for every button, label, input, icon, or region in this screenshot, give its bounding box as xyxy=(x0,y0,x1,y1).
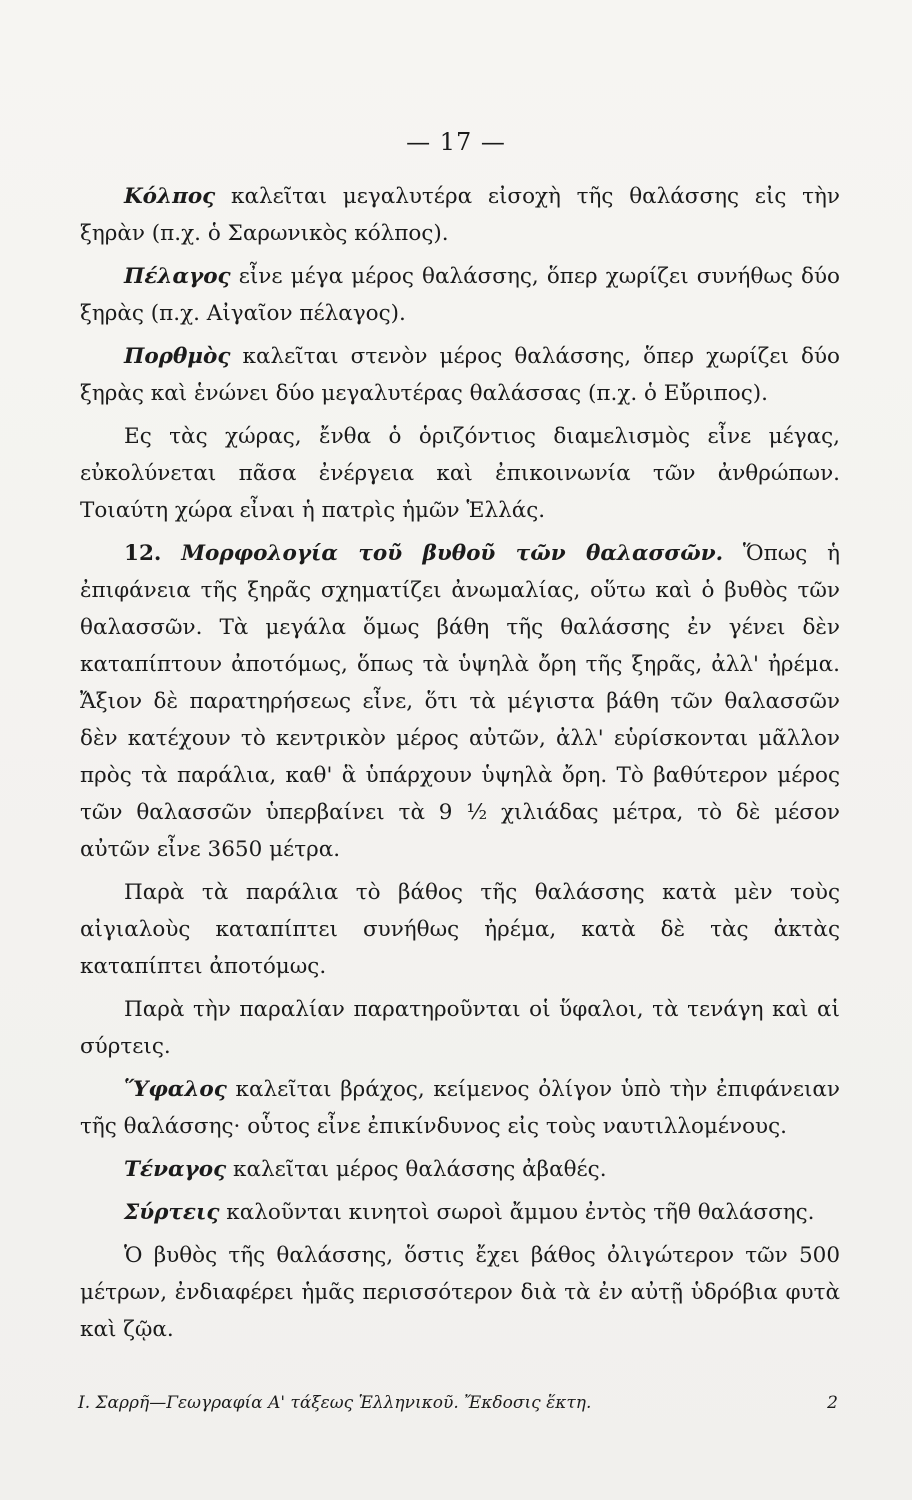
term-yfalos: Ὕφαλος xyxy=(124,1077,227,1102)
definition-porthmos: καλεῖται στενὸν μέρος θαλάσσης, ὅπερ χωρίζει δύο ξηρὰς καὶ ἑνώνει δύο μεγαλυτέρας θαλάσσας (π.χ. ὁ Εὔριπος). xyxy=(80,344,840,406)
term-pelagos: Πέλαγος xyxy=(124,264,231,289)
definition-pelagos: εἶνε μέγα μέρος θαλάσσης, ὅπερ χωρίζει συνήθως δύο ξηρὰς (π.χ. Αἰγαῖον πέλαγος). xyxy=(80,264,840,326)
term-tenagos: Τέναγος xyxy=(124,1157,227,1182)
paragraph-kolpos xyxy=(80,178,840,252)
section-title: Μορφολογία τοῦ βυθοῦ τῶν θαλασσῶν. xyxy=(181,541,724,566)
term-porthmos: Πορθμὸς xyxy=(124,344,231,369)
page-number: — 17 — xyxy=(406,128,506,156)
page-footer xyxy=(78,1393,838,1413)
section-number: 12. xyxy=(124,541,162,566)
signature-mark: 2 xyxy=(827,1393,838,1413)
paragraph-pelagos xyxy=(80,258,840,332)
paragraph-countries: Ες τὰς χώρας, ἔνθα ὁ ὁριζόντιος διαμελισμὸς εἶνε μέγας, εὐκολύνεται πᾶσα ἐνέργεια καὶ ἐπικοινωνία τῶν ἀνθρώπων. Τοιαύτη χώρα εἶναι ἡ πατρὶς ἡμῶν Ἑλλάς. xyxy=(80,424,840,523)
paragraph-coast-features: Παρὰ τὴν παραλίαν παρατηροῦνται οἱ ὕφαλοι, τὰ τενάγη καὶ αἱ σύρτεις. xyxy=(80,997,840,1059)
section-text: Ὅπως ἡ ἐπιφάνεια τῆς ξηρᾶς σχηματίζει ἀνωμαλίας, οὕτω καὶ ὁ βυθὸς τῶν θαλασσῶν. Τὰ μεγάλα ὅμως βάθη τῆς θαλάσσης ἐν γένει δὲν καταπίπτουν ἀποτόμως, ὅπως τὰ ὑψηλὰ ὄρη τῆς ξηρᾶς, ἀλλ' ἠρέμα. Ἄξιον δὲ παρατηρήσεως εἶνε, ὅτι τὰ μέγιστα βάθη τῶν θαλασσῶν δὲν κατέχουν τὸ κεντρικὸν μέρος αὐτῶν, ἀλλ' εὑρίσκονται μᾶλλον πρὸς τὰ παράλια, καθ' ἃ ὑπάρχουν ὑψηλὰ ὄρη. Τὸ βαθύτερον μέρος τῶν θαλασσῶν ὑπερβαίνει τὰ 9 ½ χιλιάδας μέτρα, τὸ δὲ μέσον αὐτῶν εἶνε 3650 μέτρα. xyxy=(80,541,840,862)
paragraph-coast-depth: Παρὰ τὰ παράλια τὸ βάθος τῆς θαλάσσης κατὰ μὲν τοὺς αἰγιαλοὺς καταπίπτει συνήθως ἠρέμα, κατὰ δὲ τὰς ἀκτὰς καταπίπτει ἀποτόμως. xyxy=(80,880,840,979)
definition-tenagos: καλεῖται μέρος θαλάσσης ἀβαθές. xyxy=(226,1157,607,1182)
paragraph-seabed: Ὁ βυθὸς τῆς θαλάσσης, ὅστις ἔχει βάθος ὀλιγώτερον τῶν 500 μέτρων, ἐνδιαφέρει ἡμᾶς περισσότερον διὰ τὰ ἐν αὐτῇ ὑδρόβια φυτὰ καὶ ζῷα. xyxy=(80,1243,840,1342)
paragraph-yfalos xyxy=(80,1071,840,1145)
term-kolpos: Κόλπος xyxy=(124,184,216,209)
body-text xyxy=(80,178,840,1354)
footer-citation: Ι. Σαρρῆ—Γεωγραφία Α' τάξεως Ἑλληνικοῦ. Ἔκδοσις ἕκτη. xyxy=(78,1393,592,1413)
definition-kolpos: καλεῖται μεγαλυτέρα εἰσοχὴ τῆς θαλάσσης εἰς τὴν ξηρὰν (π.χ. ὁ Σαρωνικὸς κόλπος). xyxy=(80,184,840,246)
paragraph-tenagos xyxy=(80,1151,840,1188)
paragraph-syrteis xyxy=(80,1194,840,1231)
definition-yfalos: καλεῖται βράχος, κείμενος ὀλίγον ὑπὸ τὴν ἐπιφάνειαν τῆς θαλάσσης· οὗτος εἶνε ἐπικίνδυνος εἰς τοὺς ναυτιλλομένους. xyxy=(80,1077,840,1139)
definition-syrteis: καλοῦνται κινητοὶ σωροὶ ἄμμου ἐντὸς τῆθ θαλάσσης. xyxy=(219,1200,815,1225)
paragraph-porthmos xyxy=(80,338,840,412)
paragraph-section-12 xyxy=(80,535,840,868)
term-syrteis: Σύρτεις xyxy=(124,1200,220,1225)
